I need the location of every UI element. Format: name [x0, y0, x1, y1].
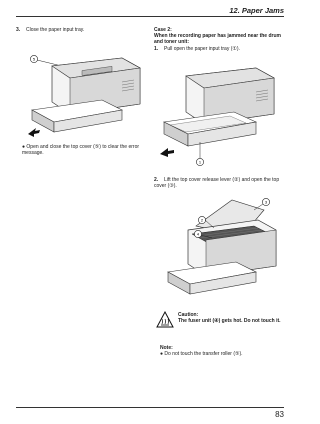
- step-1: 1. Pull open the paper input tray (①).: [154, 46, 240, 52]
- printer-illustration-open-tray: [160, 62, 284, 170]
- svg-text:3: 3: [264, 199, 268, 205]
- footer-rule: [16, 407, 284, 408]
- svg-text:2: 2: [200, 217, 204, 223]
- svg-text:5: 5: [32, 56, 36, 62]
- step-2: 2. Lift the top cover release lever (②) and open the top cover (③).: [154, 177, 280, 190]
- case-heading: Case 2: When the recording paper has jammed near the drum and toner unit:: [154, 27, 281, 46]
- bullet-open-close: ● Open and close the top cover (⑤) to clear the error message.: [22, 144, 140, 157]
- page-header: 12. Paper Jams: [229, 6, 284, 15]
- bullet-icon: ●: [22, 144, 26, 150]
- bullet-icon: ●: [160, 351, 164, 358]
- hot-surface-icon: [156, 311, 174, 329]
- arrow-icon: [28, 128, 40, 137]
- svg-text:1: 1: [198, 159, 202, 165]
- arrow-icon: [160, 148, 174, 157]
- printer-illustration-closed-tray: [22, 48, 150, 140]
- step-3: 3. Close the paper input tray.: [16, 27, 85, 33]
- printer-illustration-open-cover: [162, 196, 284, 298]
- svg-text:4: 4: [196, 231, 200, 237]
- page-number: 83: [275, 410, 284, 419]
- caution-block: Caution: The fuser unit (④) gets hot. Do not touch it.: [178, 312, 281, 325]
- note-item: ● Do not touch the transfer roller (⑤).: [160, 351, 243, 358]
- note-block: Note: ● Do not touch the transfer roller (⑤).: [160, 345, 286, 357]
- header-rule: [16, 16, 284, 17]
